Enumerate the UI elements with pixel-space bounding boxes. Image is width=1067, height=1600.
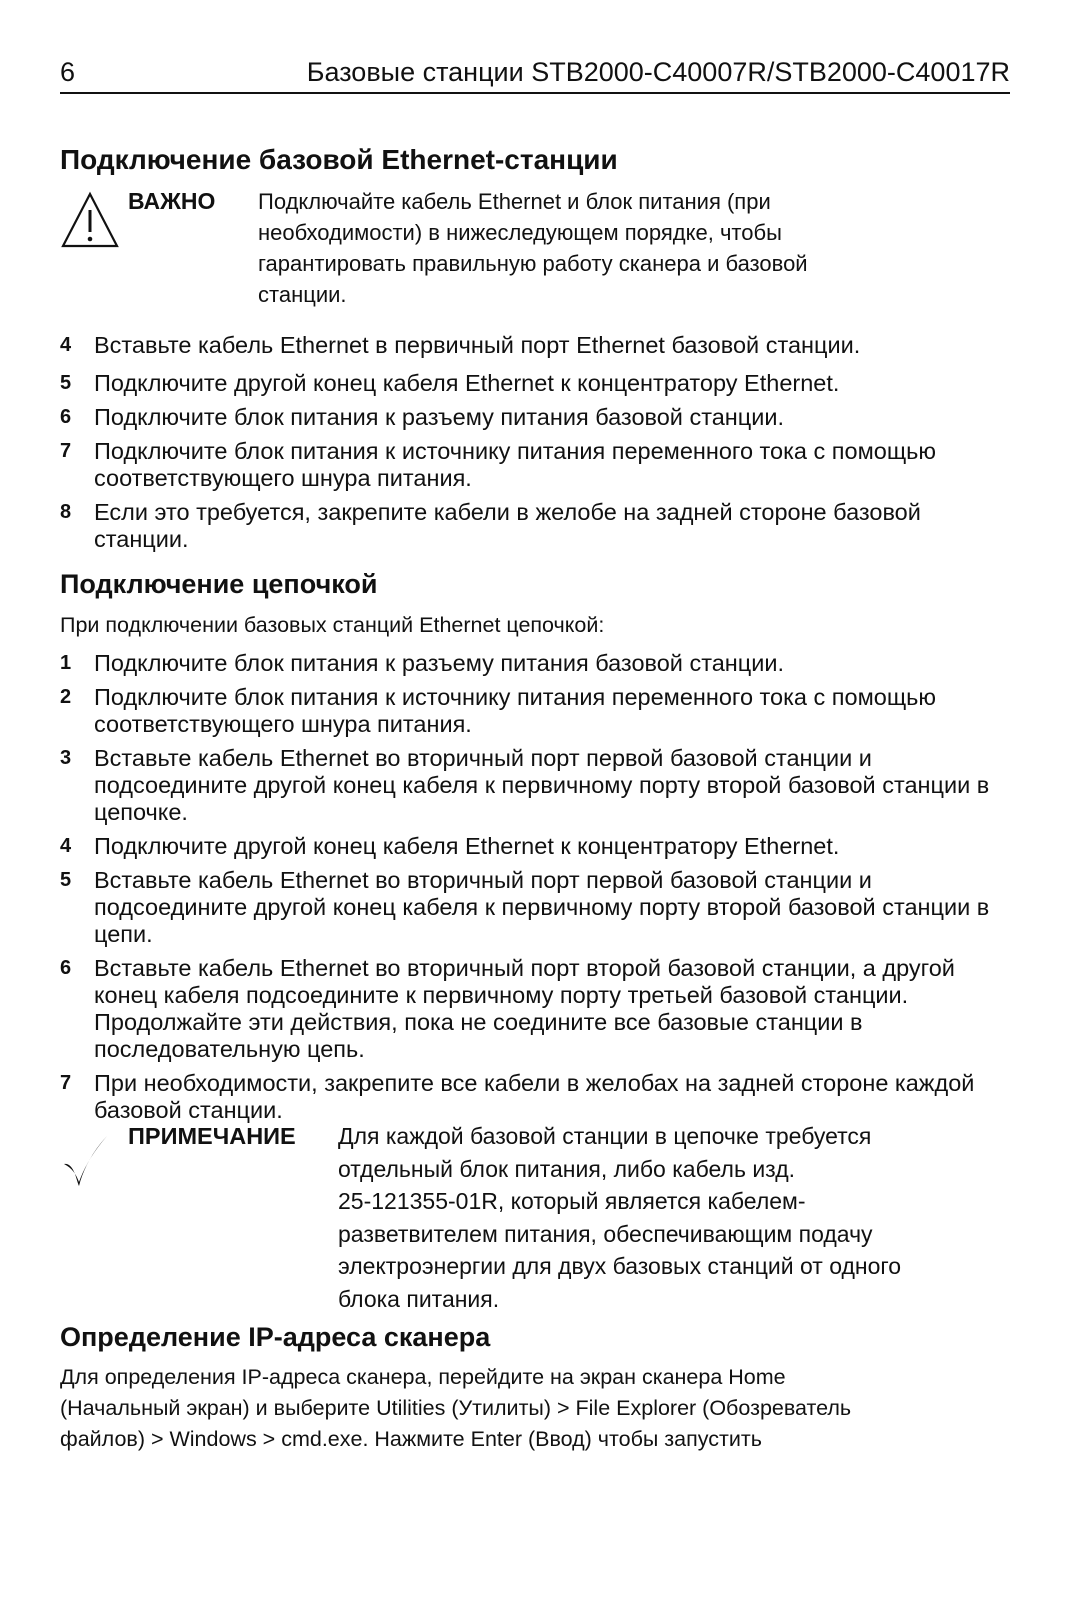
important-line: станции. [258,282,347,307]
paragraph-line: файлов) > Windows > cmd.exe. Нажмите Enter (Ввод) чтобы запустить [60,1427,762,1451]
list-item [60,684,1010,738]
section-heading-scanner-ip: Определение IP-адреса сканера [60,1322,491,1352]
running-header [60,52,1010,94]
note-line: электроэнергии для двух базовых станций от одного [338,1253,902,1279]
step-text: Вставьте кабель Ethernet во вторичный порт первой базовой станции и подсоедините другой конец кабеля к первичному порту второй базовой станции в цепи. [94,867,990,947]
list-item [60,370,1010,397]
document-title: Базовые станции STB2000-C40007R/STB2000-C40017R [306,57,1010,87]
list-item [60,1070,1010,1124]
list-item [60,650,1010,677]
note-line: разветвителем питания, обеспечивающим подачу [338,1220,873,1247]
step-text: Подключите блок питания к источнику питания переменного тока с помощью соответствующего шнура питания. [94,438,937,491]
note-text [338,1120,1008,1315]
list-item [60,955,1010,1063]
list-item [60,867,1010,948]
step-number: 8 [60,501,72,523]
list-item [60,332,1010,359]
step-number: 4 [60,334,72,356]
step-number: 6 [60,406,72,428]
step-number: 5 [60,372,72,394]
step-text: Подключите блок питания к источнику питания переменного тока с помощью соответствующего шнура питания. [94,684,937,737]
note-label: ПРИМЕЧАНИЕ [128,1123,296,1149]
checkmark-icon [60,1130,110,1195]
list-item [60,438,1010,492]
list-item [60,404,1010,431]
section-heading-ethernet-connection: Подключение базовой Ethernet-станции [60,144,618,175]
step-text: При необходимости, закрепите все кабели в желобах на задней стороне каждой базовой станции. [94,1070,975,1123]
step-text: Если это требуется, закрепите кабели в желобе на задней стороне базовой станции. [94,499,921,552]
step-text: Подключите другой конец кабеля Ethernet к концентратору Ethernet. [94,370,840,396]
important-line: Подключайте кабель Ethernet и блок питания (при [258,189,771,214]
step-text: Вставьте кабель Ethernet во вторичный порт первой базовой станции и подсоедините другой конец кабеля к первичному порту второй базовой станции в цепочке. [94,745,990,825]
note-line: отдельный блок питания, либо кабель изд. [338,1155,796,1182]
paragraph-line: (Начальный экран) и выберите Utilities (Утилиты) > File Explorer (Обозреватель [60,1396,852,1420]
step-number: 6 [60,957,72,979]
scanner-ip-paragraph [60,1362,1010,1455]
step-number: 7 [60,440,72,462]
step-text: Вставьте кабель Ethernet в первичный порт Ethernet базовой станции. [94,332,861,358]
list-item [60,833,1010,860]
note-line: Для каждой базовой станции в цепочке требуется [338,1123,872,1149]
step-number: 2 [60,686,72,708]
list-item [60,499,1010,553]
step-text: Вставьте кабель Ethernet во вторичный порт второй базовой станции, а другой конец кабеля подсоедините к первичному порту третьей базовой станции. Продолжайте эти действия, пока не соедините все базовые станции в последовательную цепь. [94,955,955,1062]
important-text [258,186,998,310]
step-number: 4 [60,835,72,857]
step-text: Подключите блок питания к разъему питания базовой станции. [94,404,785,430]
step-text: Подключите другой конец кабеля Ethernet к концентратору Ethernet. [94,833,840,859]
important-label: ВАЖНО [128,188,216,214]
important-line: необходимости) в нижеследующем порядке, чтобы [258,220,782,245]
paragraph-line: Для определения IP-адреса сканера, перейдите на экран сканера Home [60,1365,786,1389]
warning-triangle-icon [60,190,120,255]
daisy-chain-intro: При подключении базовых станций Ethernet цепочкой: [60,613,605,637]
step-number: 1 [60,652,72,674]
step-text: Подключите блок питания к разъему питания базовой станции. [94,650,785,676]
note-line: 25-121355-01R, который является кабелем- [338,1188,806,1214]
list-item [60,745,1010,826]
section-heading-daisy-chain: Подключение цепочкой [60,569,378,599]
daisy-chain-steps-list [60,650,1010,1124]
ethernet-steps-list [60,332,1010,553]
step-number: 7 [60,1072,72,1094]
step-number: 5 [60,869,72,891]
page-number: 6 [60,57,76,87]
note-line: блока питания. [338,1285,500,1312]
important-line: гарантировать правильную работу сканера и базовой [258,251,808,276]
step-number: 3 [60,747,72,769]
